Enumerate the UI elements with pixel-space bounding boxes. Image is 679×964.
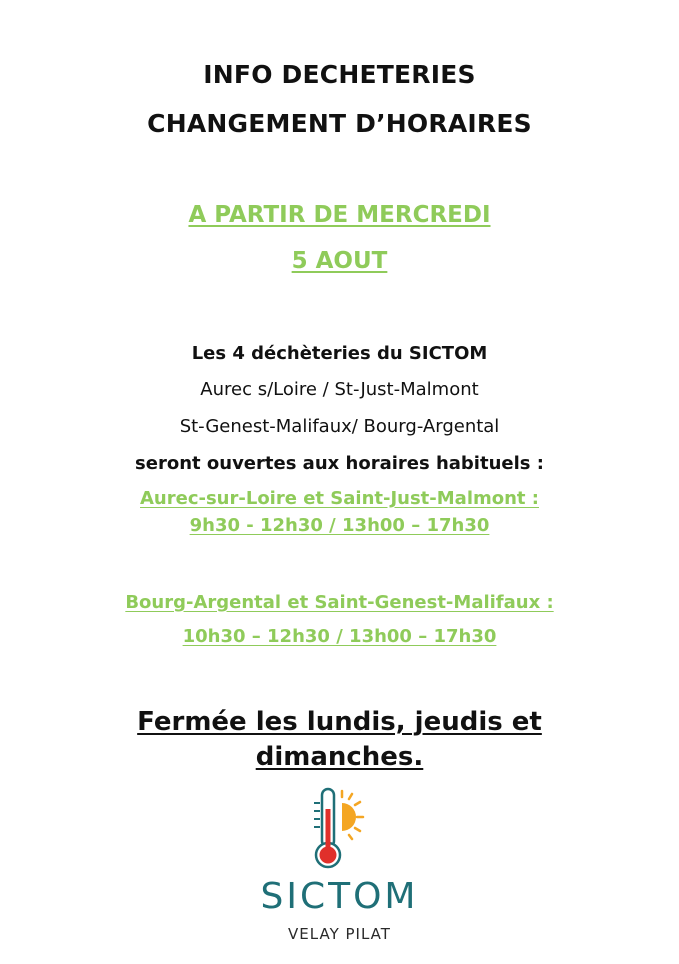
date-line-1: A PARTIR DE MERCREDI: [188, 202, 491, 228]
schedule-2-hours: 10h30 – 12h30 / 13h00 – 17h30: [182, 626, 497, 647]
sun-icon: [342, 791, 363, 839]
sites-line-1: Aurec s/Loire / St-Just-Malmont: [200, 379, 479, 400]
title-line-1: INFO DECHETERIES: [203, 60, 476, 89]
open-text: seront ouvertes aux horaires habituels :: [135, 453, 544, 474]
closed-line-2: dimanches.: [255, 742, 424, 772]
schedule-1-hours: 9h30 - 12h30 / 13h00 – 17h30: [189, 515, 490, 536]
logo-wordmark: SICTOM: [260, 876, 419, 917]
sites-line-2: St-Genest-Malifaux/ Bourg-Argental: [179, 416, 500, 437]
closed-line-1: Fermée les lundis, jeudis et: [137, 707, 542, 737]
schedule-2-sites: Bourg-Argental et Saint-Genest-Malifaux :: [125, 592, 554, 613]
thermometer-sun-icon: [290, 783, 390, 873]
schedule-1-sites: Aurec-sur-Loire et Saint-Just-Malmont :: [140, 488, 539, 509]
title-line-2: CHANGEMENT D’HORAIRES: [147, 109, 532, 138]
date-line-2: 5 AOUT: [291, 248, 388, 274]
thermometer-icon: [314, 789, 340, 867]
logo-subtitle: VELAY PILAT: [288, 925, 391, 943]
intro-text: Les 4 déchèteries du SICTOM: [191, 343, 488, 364]
